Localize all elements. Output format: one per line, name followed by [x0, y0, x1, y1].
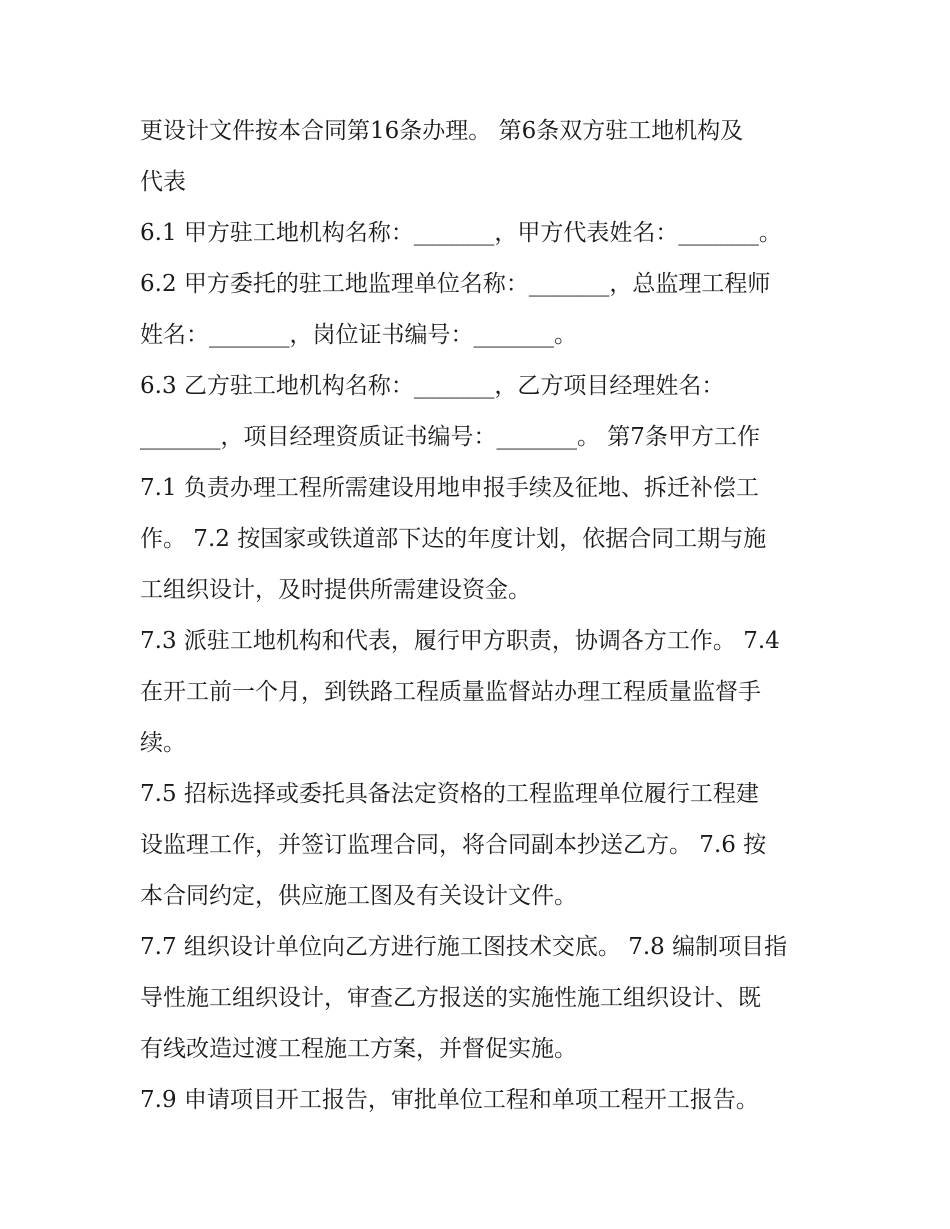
text-line: 作。 7.2 按国家或铁道部下达的年度计划，依据合同工期与施	[140, 526, 767, 552]
document-body	[140, 106, 820, 1126]
text-line: 7.1 负责办理工程所需建设用地申报手续及征地、拆迁补偿工	[140, 475, 759, 501]
text-line: _______，项目经理资质证书编号：_______。 第7条甲方工作	[140, 424, 760, 450]
text-line: 代表	[140, 169, 186, 195]
text-line: 7.3 派驻工地机构和代表，履行甲方职责，协调各方工作。 7.4	[140, 628, 780, 654]
text-line: 在开工前一个月，到铁路工程质量监督站办理工程质量监督手	[140, 679, 761, 705]
text-line: 更设计文件按本合同第16条办理。 第6条双方驻工地机构及	[140, 118, 744, 144]
text-line: 6.3 乙方驻工地机构名称：_______，乙方项目经理姓名：	[140, 373, 725, 399]
text-line: 设监理工作，并签订监理合同，将合同副本抄送乙方。 7.6 按	[140, 832, 767, 858]
text-line: 导性施工组织设计，审查乙方报送的实施性施工组织设计、既	[140, 985, 761, 1011]
text-line: 续。	[140, 730, 186, 756]
text-line: 7.5 招标选择或委托具备法定资格的工程监理单位履行工程建	[140, 781, 759, 807]
text-line: 7.9 申请项目开工报告，审批单位工程和单项工程开工报告。	[140, 1087, 759, 1113]
text-line: 工组织设计，及时提供所需建设资金。	[140, 577, 531, 603]
text-line: 本合同约定，供应施工图及有关设计文件。	[140, 883, 577, 909]
text-line: 姓名：_______，岗位证书编号：_______。	[140, 322, 577, 348]
text-line: 有线改造过渡工程施工方案，并督促实施。	[140, 1036, 577, 1062]
text-line: 7.7 组织设计单位向乙方进行施工图技术交底。 7.8 编制项目指	[140, 934, 788, 960]
text-line: 6.1 甲方驻工地机构名称：_______，甲方代表姓名：_______。	[140, 220, 782, 246]
text-line: 6.2 甲方委托的驻工地监理单位名称：_______，总监理工程师	[140, 271, 771, 297]
